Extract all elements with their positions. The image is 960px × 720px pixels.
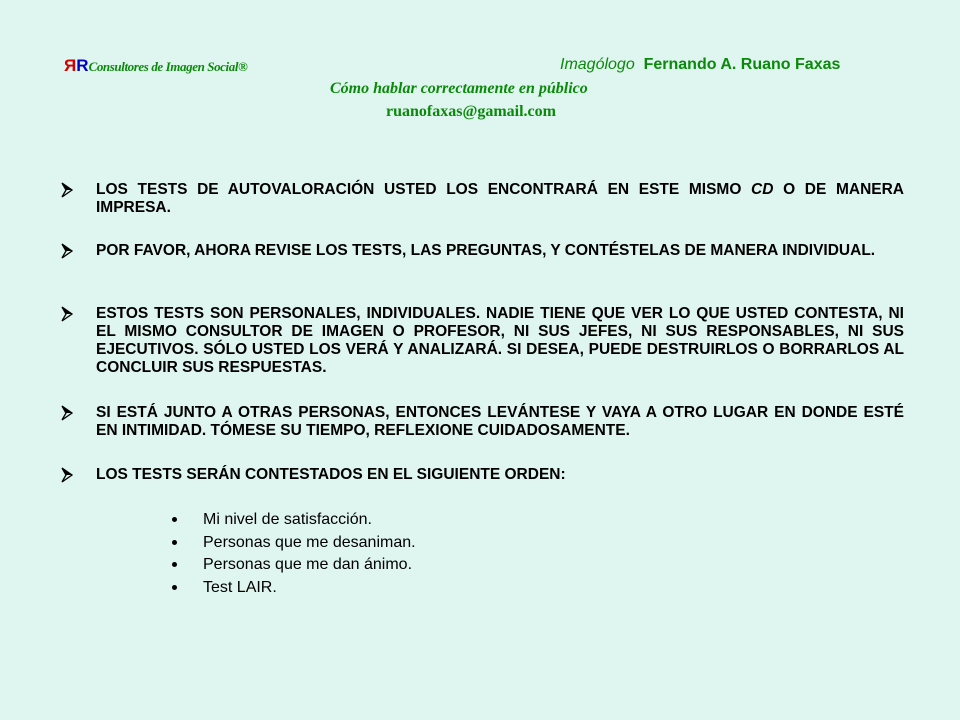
dot-bullet-icon <box>172 540 177 545</box>
arrow-bullet-icon <box>60 405 74 421</box>
company-logo <box>64 56 247 76</box>
arrow-bullet-icon <box>60 306 74 322</box>
test-order-label: Mi nivel de satisfacción. <box>203 511 372 528</box>
company-name: Consultores de Imagen Social® <box>88 59 248 74</box>
instruction-text: SI ESTÁ JUNTO A OTRAS PERSONAS, ENTONCES LEVÁNTESE Y VAYA A OTRO LUGAR EN DONDE ESTÉ EN INTIMIDAD. TÓMESE SU TIEMPO, REFLEXIONE CUIDADOSAMENTE. <box>96 404 904 439</box>
test-order-label: Personas que me desaniman. <box>203 533 416 551</box>
author-line <box>560 56 840 74</box>
logo-letter: R <box>76 56 89 75</box>
presentation-subtitle: Cómo hablar correctamente en público <box>330 80 588 97</box>
author-role: Imagólogo <box>560 56 635 73</box>
arrow-bullet-icon <box>60 182 74 198</box>
instruction-text: LOS TESTS SERÁN CONTESTADOS EN EL SIGUIENTE ORDEN: <box>96 466 566 483</box>
dot-bullet-icon <box>172 562 177 567</box>
author-name: Fernando A. Ruano Faxas <box>643 56 841 73</box>
instruction-text: POR FAVOR, AHORA REVISE LOS TESTS, LAS PREGUNTAS, Y CONTÉSTELAS DE MANERA INDIVIDUAL. <box>96 242 876 259</box>
logo-letter-reversed: R <box>64 56 77 75</box>
author-email: ruanofaxas@gamail.com <box>386 103 556 120</box>
instruction-text: LOS TESTS DE AUTOVALORACIÓN USTED LOS ENCONTRARÁ EN ESTE MISMO CD O DE MANERA IMPRESA. <box>96 181 904 216</box>
instruction-text: ESTOS TESTS SON PERSONALES, INDIVIDUALES. NADIE TIENE QUE VER LO QUE USTED CONTESTA, NI EL MISMO CONSULTOR DE IMAGEN O PROFESOR, NI SUS JEFES, NI SUS RESPONSABLES, NI SUS EJECUTIVOS. SÓLO USTED LOS VERÁ Y ANALIZARÁ. SI DESEA, PUEDE DESTRUIRLOS O BORRARLOS AL CONCLUIR SUS RESPUESTAS. <box>96 305 904 376</box>
arrow-bullet-icon <box>60 467 74 483</box>
dot-bullet-icon <box>172 585 177 590</box>
dot-bullet-icon <box>172 517 177 522</box>
test-order-label: Test LAIR. <box>203 578 277 596</box>
arrow-bullet-icon <box>60 243 74 259</box>
test-order-label: Personas que me dan ánimo. <box>203 556 413 573</box>
